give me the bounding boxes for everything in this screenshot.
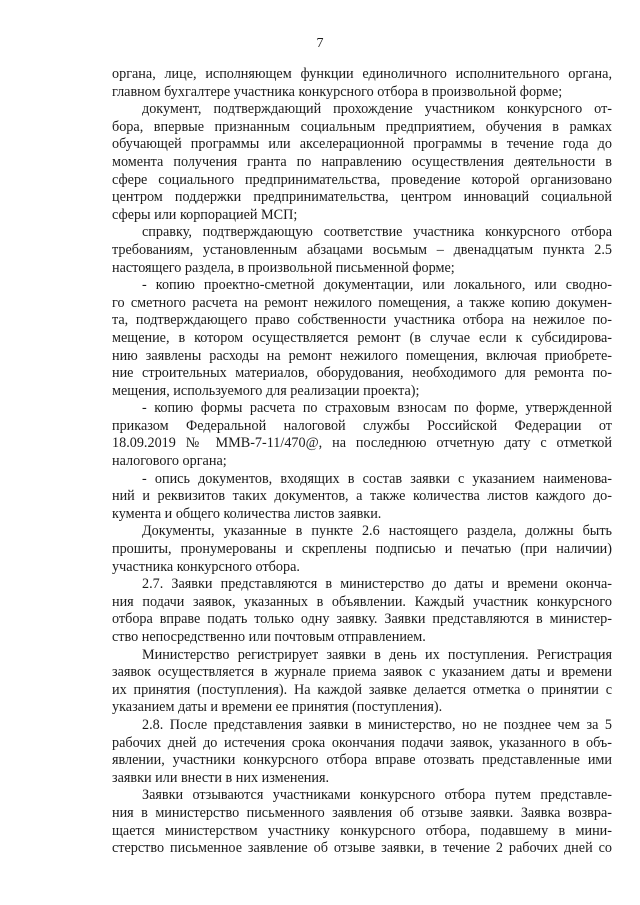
- text-line: го сметного расчета на ремонт нежилого помещения, а также копию докумен-: [112, 294, 612, 311]
- text-line: отбора вправе подать только одну заявку. Заявки представляются в министер-: [112, 611, 612, 628]
- paragraph: [112, 787, 612, 857]
- paragraph: [112, 66, 612, 101]
- text-line: участника конкурсного отбора.: [112, 558, 300, 575]
- text-line: налогового органа;: [112, 453, 227, 470]
- paragraph: [112, 647, 612, 717]
- text-line: их принятия (поступления). На каждой заявке делается отметка о принятии с: [112, 681, 612, 698]
- text-line: заявки или внести в них изменения.: [112, 769, 330, 786]
- text-line: заявок осуществляется в журнале приема заявок с указанием даты и времени: [112, 664, 612, 681]
- text-line: мещение, в котором осуществляется ремонт (в случае если к субсидирова-: [112, 329, 612, 346]
- text-line: нию заявлены расходы на ремонт нежилого помещения, включая приобрете-: [112, 347, 612, 364]
- text-line: - опись документов, входящих в состав заявки с указанием наименова-: [142, 470, 612, 487]
- text-line: ний и реквизитов таких документов, а также количества листов каждого до-: [112, 488, 612, 505]
- text-line: ство непосредственно или почтовым отправлением.: [112, 629, 426, 645]
- text-line: документ, подтверждающий прохождение участником конкурсного от-: [142, 101, 612, 118]
- text-line: кумента и общего количества листов заявки.: [112, 505, 382, 522]
- text-line: справку, подтверждающую соответствие участника конкурсного отбора: [142, 224, 612, 241]
- paragraph: [112, 576, 612, 646]
- text-line: ния подачи заявок, указанных в объявлении. Каждый участник конкурсного: [112, 593, 612, 610]
- paragraph: [112, 277, 612, 400]
- text-line: мещения, используемого для реализации проекта);: [112, 382, 420, 399]
- text-line: Документы, указанные в пункте 2.6 настоящего раздела, должны быть: [142, 523, 612, 540]
- text-line: 2.7. Заявки представляются в министерство до даты и времени оконча-: [142, 576, 612, 593]
- text-line: сфере социального предпринимательства, проведение которой организовано: [112, 171, 612, 188]
- text-line: щается министерством участнику конкурсного отбора, подавшему в мини-: [112, 822, 612, 839]
- paragraph: [112, 471, 612, 524]
- text-line: Заявки отзываются участниками конкурсного отбора путем представле-: [142, 787, 612, 804]
- paragraph: [112, 523, 612, 576]
- text-line: явлении, участники конкурсного отбора вправе отозвать представленные ими: [112, 752, 612, 769]
- text-line: указанием даты и времени ее принятия (поступления).: [112, 699, 443, 716]
- body-text: [112, 66, 612, 858]
- text-line: та, подтверждающего право собственности участника отбора на нежилое по-: [112, 312, 612, 329]
- text-line: требованиям, установленным абзацами восьмым – двенадцатым пункта 2.5: [112, 241, 612, 258]
- paragraph: [112, 717, 612, 787]
- text-line: рабочих дней до истечения срока окончания подачи заявок, указанного в объ-: [112, 734, 612, 751]
- text-line: приказом Федеральной налоговой службы Российской Федерации от: [112, 417, 612, 434]
- text-line: центром поддержки предпринимательства, центром инноваций социальной: [112, 189, 612, 206]
- page-number: 7: [316, 36, 324, 51]
- text-line: 18.09.2019 № ММВ-7-11/470@, на последнюю отчетную дату с отметкой: [112, 435, 612, 452]
- text-line: Министерство регистрирует заявки в день их поступления. Регистрация: [142, 646, 612, 663]
- text-line: 2.8. После представления заявки в министерство, но не позднее чем за 5: [142, 716, 612, 733]
- text-line: настоящего раздела, в произвольной письменной форме;: [112, 259, 455, 276]
- text-line: ние строительных материалов, оборудования, необходимого для ремонта по-: [112, 365, 612, 382]
- text-line: - копию проектно-сметной документации, или локального, или сводно-: [142, 277, 612, 294]
- text-line: органа, лице, исполняющем функции единоличного исполнительного органа,: [112, 66, 612, 82]
- paragraph: [112, 400, 612, 470]
- text-line: - копию формы расчета по страховым взносам по форме, утвержденной: [142, 400, 612, 417]
- text-line: обучающей программы или акселерационной программы в течение года до: [112, 136, 612, 153]
- text-line: ния в министерство письменного заявления об отзыве заявки. Заявка возвра-: [112, 804, 612, 821]
- text-line: момента получения гранта по направлению осуществления деятельности в: [112, 153, 612, 170]
- text-line: бора, впервые признанным социальным предприятием, обучения в рамках: [112, 118, 612, 135]
- paragraph: [112, 101, 612, 224]
- text-line: прошиты, пронумерованы и скреплены подписью и печатью (при наличии): [112, 541, 612, 558]
- text-line: главном бухгалтере участника конкурсного отбора в произвольной форме;: [112, 83, 563, 100]
- text-line: сферы или корпорацией МСП;: [112, 206, 298, 223]
- text-line: стерство письменное заявление об отзыве заявки, в течение 2 рабочих дней со: [112, 840, 612, 857]
- paragraph: [112, 224, 612, 277]
